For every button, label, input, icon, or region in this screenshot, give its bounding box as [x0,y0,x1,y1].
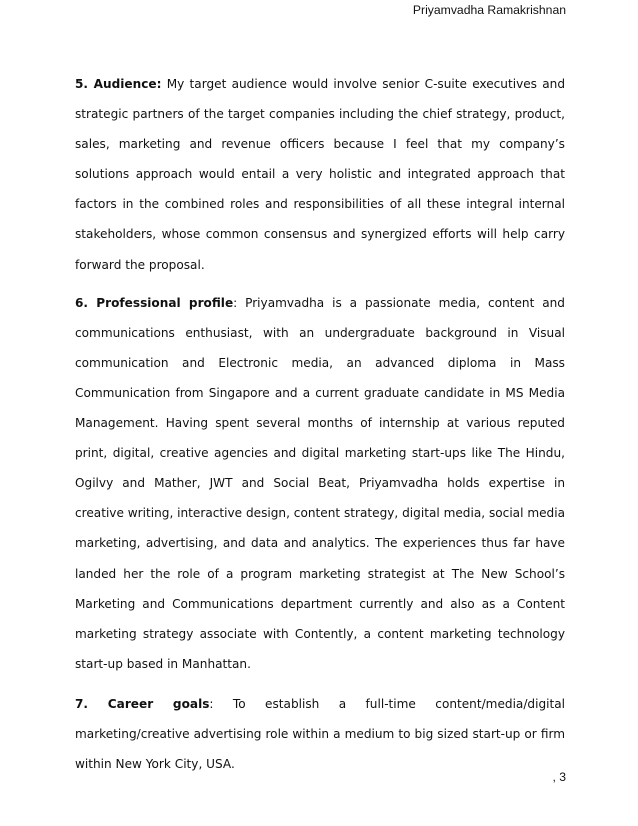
page-number: , 3 [552,770,566,784]
section-career-goals [75,689,565,779]
section-audience [75,69,565,280]
section-professional-profile [75,288,565,679]
section-text: : To establish a full-time content/media/digital marketing/creative advertising role within a medium to big sized start-up or firm within New York City, USA. [75,696,565,772]
section-heading: 5. Audience: [75,77,162,91]
section-text: My target audience would involve senior C-suite executives and strategic partners of the target companies including the chief strategy, product, sales, marketing and revenue officers because I feel that my company’s solutions approach would entail a very holistic and integrated approach that factors in the combined roles and responsibilities of all these integral internal stakeholders, whose common consensus and synergized efforts will help carry forward the proposal. [75,77,565,272]
section-heading: 6. Professional profile [75,295,234,310]
page-header-author: Priyamvadha Ramakrishnan [412,3,566,17]
document-body [75,69,565,788]
section-text: : Priyamvadha is a passionate media, content and communications enthusiast, with an undergraduate background in Visual communication and Electronic media, an advanced diploma in Mass Communication from Singapore and a current graduate candidate in MS Media Management. Having spent several months of internship at various reputed print, digital, creative agencies and digital marketing start-ups like The Hindu, Ogilvy and Mather, JWT and Social Beat, Priyamvadha holds expertise in creative writing, interactive design, content strategy, digital media, social media marketing, advertising, and data and analytics. The experiences thus far have landed her the role of a program marketing strategist at The New School’s Marketing and Communications department currently and also as a Content marketing strategy associate with Contently, a content marketing technology start-up based in Manhattan. [75,295,565,671]
section-heading: 7. Career goals [75,696,210,711]
